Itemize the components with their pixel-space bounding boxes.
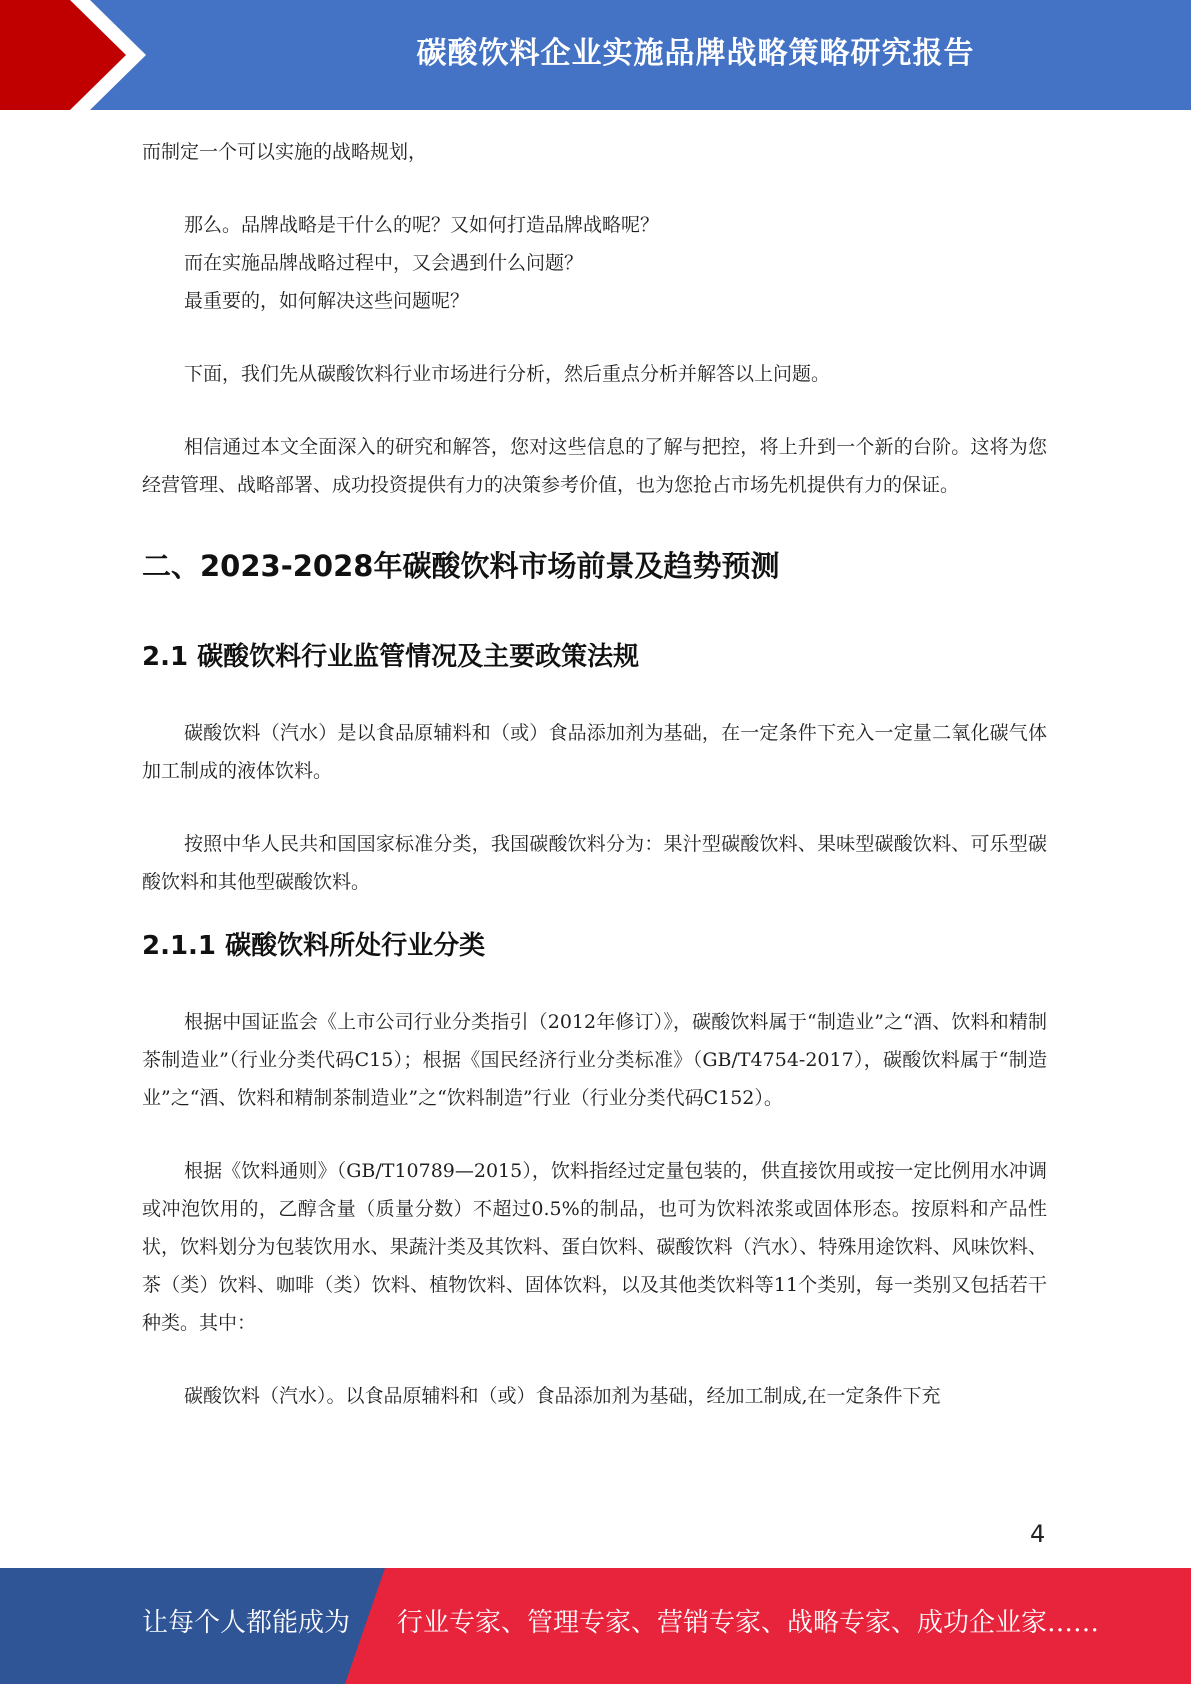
paragraph-intro-end: 而制定一个可以实施的战略规划，	[142, 141, 428, 163]
page-footer	[0, 1568, 1191, 1684]
question-line-3: 最重要的，如何解决这些问题呢？	[184, 290, 470, 312]
footer-slogan-left: 让每个人都能成为	[142, 1608, 351, 1638]
page-header	[0, 0, 1191, 110]
section-heading-2-1-1: 2.1.1 碳酸饮料所处行业分类	[142, 931, 486, 961]
question-line-1: 那么。品牌战略是干什么的呢？又如何打造品牌战略呢？	[184, 214, 660, 236]
question-line-2: 而在实施品牌战略过程中，又会遇到什么问题？	[184, 252, 584, 274]
section-heading-2-1: 2.1 碳酸饮料行业监管情况及主要政策法规	[142, 642, 640, 672]
page-number: 4	[1030, 1520, 1046, 1548]
report-title: 碳酸饮料企业实施品牌战略策略研究报告	[416, 36, 975, 71]
section-heading-2: 二、2023-2028年碳酸饮料市场前景及趋势预测	[142, 549, 780, 583]
paragraph-csrc: 根据中国证监会《上市公司行业分类指引（2012年修订）》，碳酸饮料属于“制造业”之“酒、饮料和精制茶制造业”（行业分类代码C15）；根据《国民经济行业分类标准》（GB/T4754-2017），碳酸饮料属于“制造业”之“酒、饮料和精制茶制造业”之“饮料制造”行业（行业分类代码C152）。	[142, 1011, 1047, 1109]
paragraph-beverage-general: 根据《饮料通则》（GB/T10789—2015），饮料指经过定量包装的，供直接饮用或按一定比例用水冲调或冲泡饮用的，乙醇含量（质量分数）不超过0.5%的制品，也可为饮料浓浆或固体形态。按原料和产品性状，饮料划分为包装饮用水、果蔬汁类及其饮料、蛋白饮料、碳酸饮料（汽水）、特殊用途饮料、风味饮料、茶（类）饮料、咖啡（类）饮料、植物饮料、固体饮料，以及其他类饮料等11个类别，每一类别又包括若干种类。其中：	[142, 1160, 1047, 1334]
paragraph-soda: 碳酸饮料（汽水）。以食品原辅料和（或）食品添加剂为基础，经加工制成,在一定条件下充	[184, 1385, 941, 1407]
footer-slogan-right: 行业专家、管理专家、营销专家、战略专家、成功企业家……	[397, 1608, 1100, 1638]
paragraph-definition: 碳酸饮料（汽水）是以食品原辅料和（或）食品添加剂为基础，在一定条件下充入一定量二氧化碳气体加工制成的液体饮料。	[142, 722, 1047, 782]
document-body	[142, 133, 1047, 1415]
paragraph-classification: 按照中华人民共和国国家标准分类，我国碳酸饮料分为：果汁型碳酸饮料、果味型碳酸饮料、可乐型碳酸饮料和其他型碳酸饮料。	[142, 833, 1047, 893]
header-chevron-decoration	[0, 0, 160, 110]
paragraph-below: 下面，我们先从碳酸饮料行业市场进行分析，然后重点分析并解答以上问题。	[184, 363, 831, 385]
paragraph-believe: 相信通过本文全面深入的研究和解答，您对这些信息的了解与把控，将上升到一个新的台阶。这将为您经营管理、战略部署、成功投资提供有力的决策参考价值，也为您抢占市场先机提供有力的保证。	[142, 436, 1047, 496]
